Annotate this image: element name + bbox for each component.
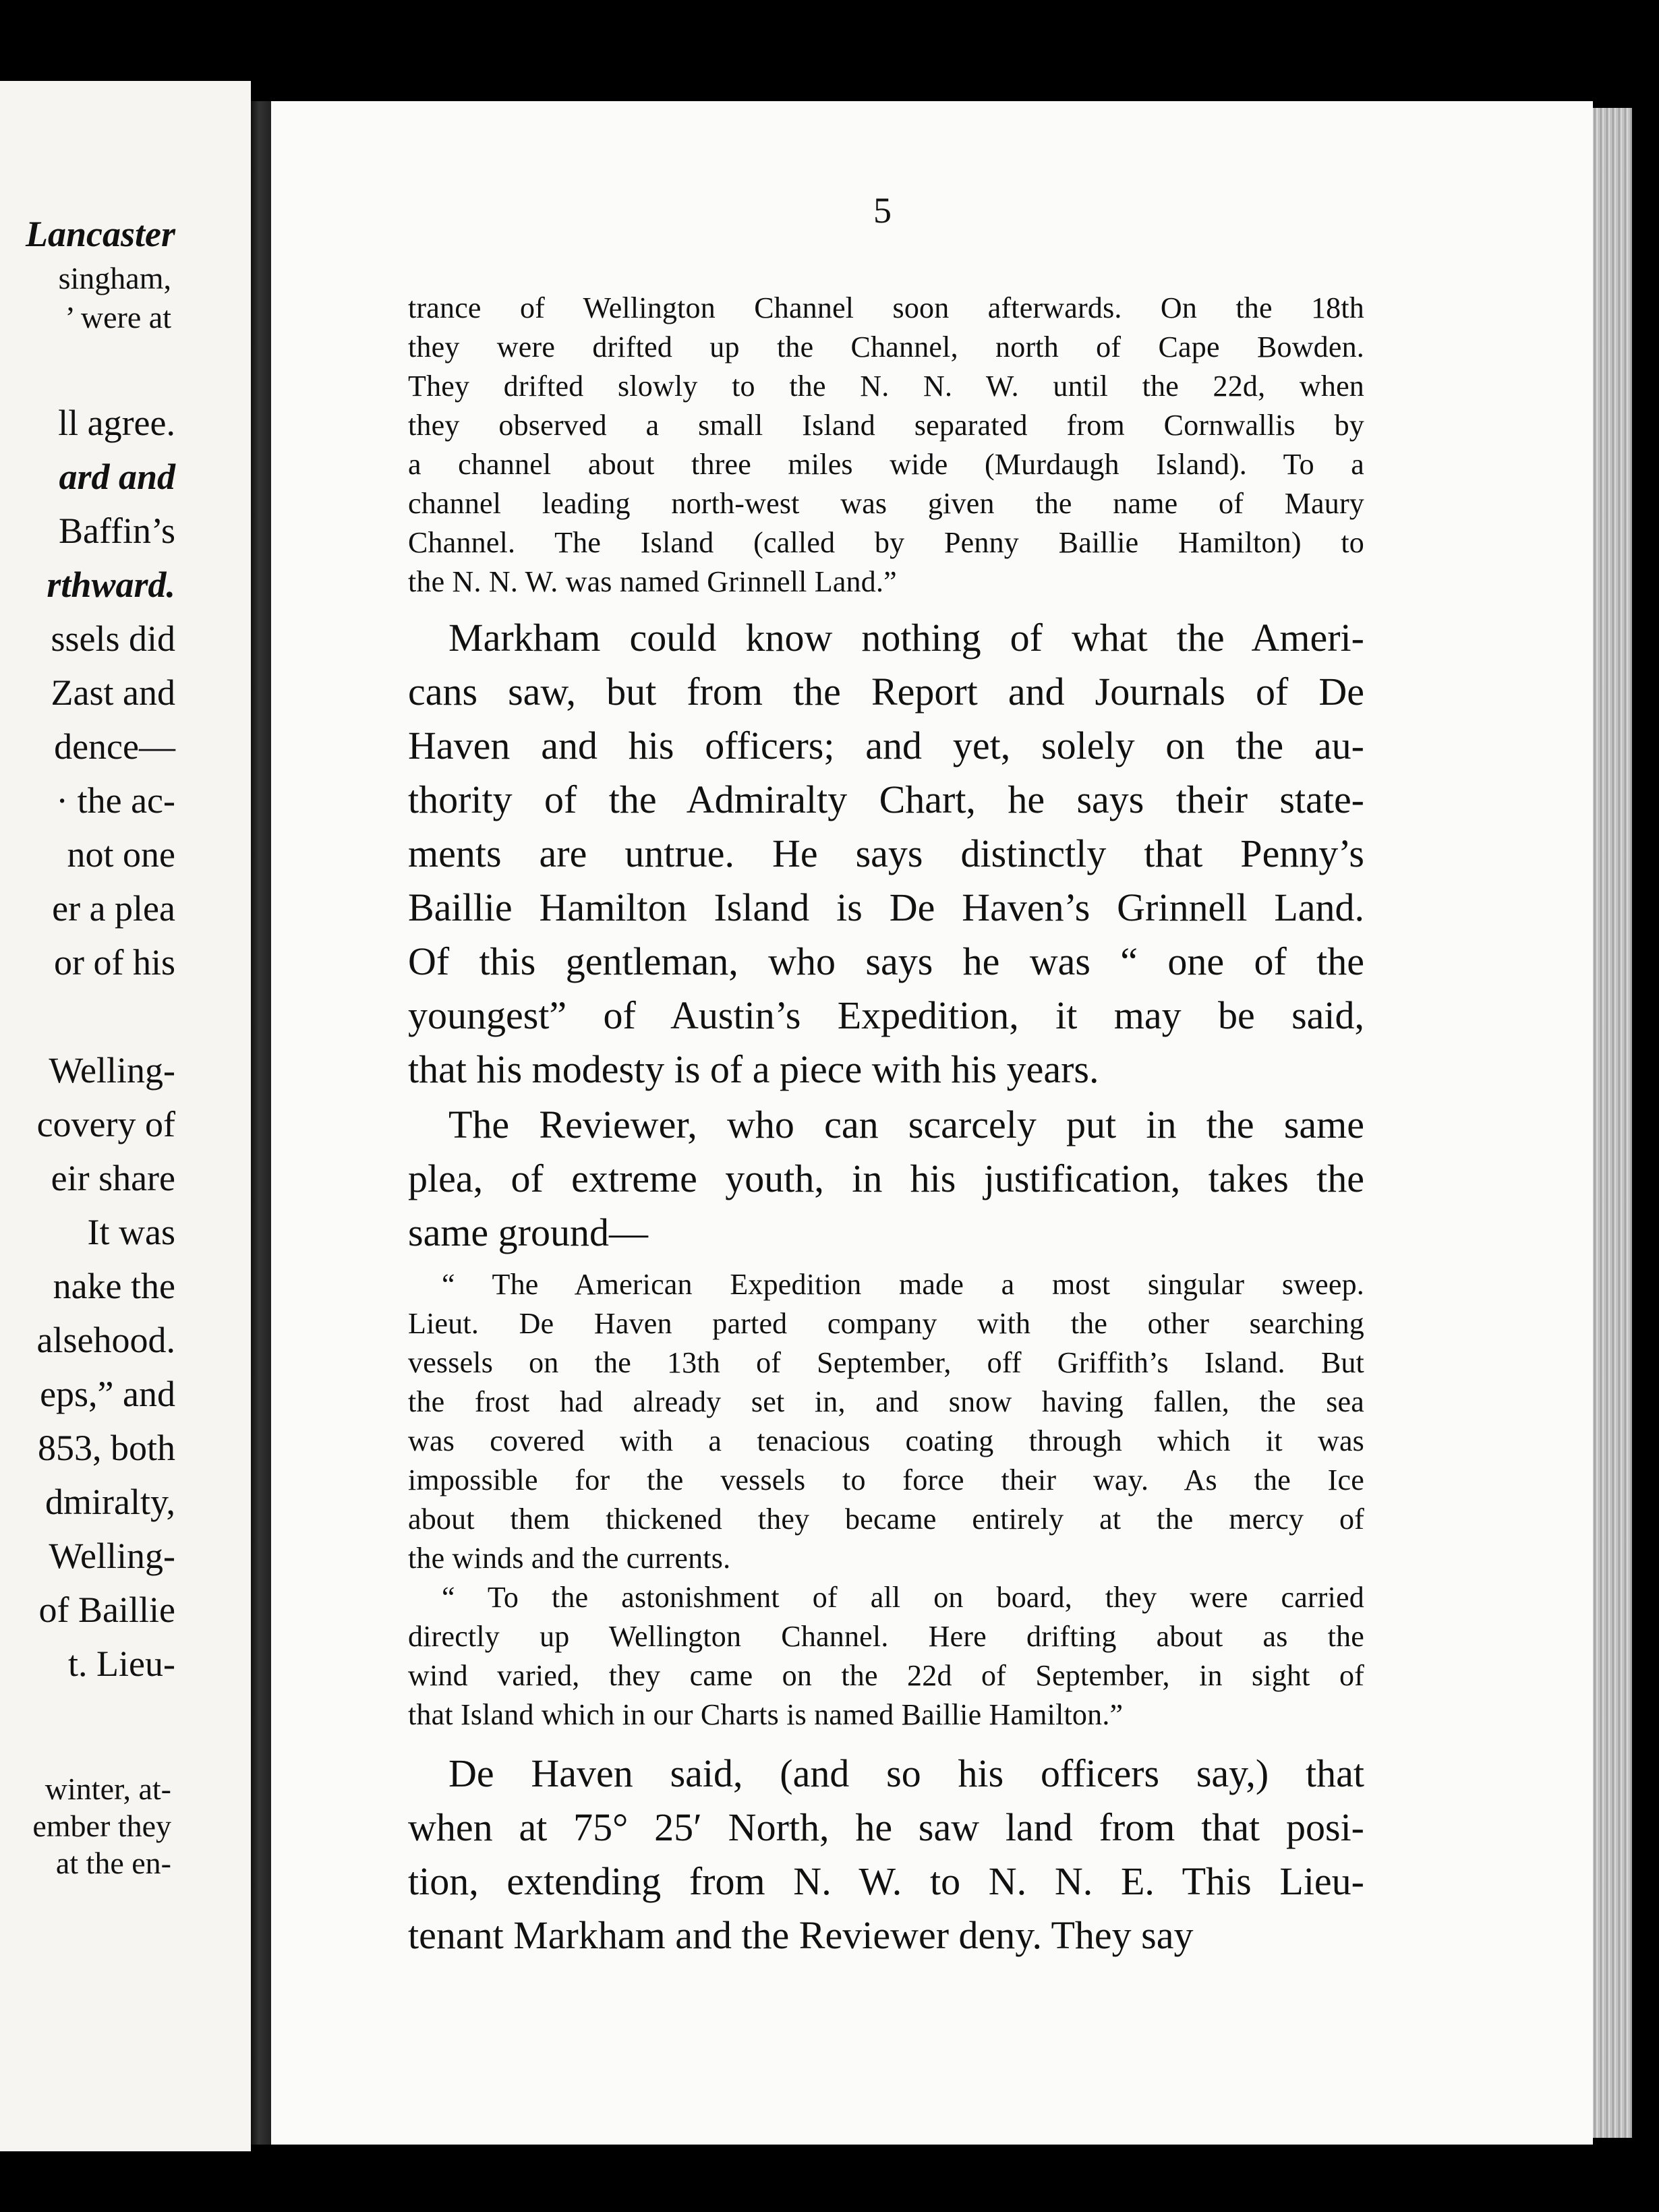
text-line: thority of the Admiralty Chart, he says their state- [408, 778, 1364, 821]
book-gutter [251, 101, 271, 2145]
left-page-fragment: er a plea [52, 888, 175, 929]
left-page-fragment: Welling- [49, 1536, 175, 1576]
text-line: The Reviewer, who can scarcely put in the same [448, 1103, 1364, 1146]
left-page-fragment: nake the [53, 1266, 175, 1306]
text-line: they observed a small Island separated from Cornwallis by [408, 409, 1364, 442]
text-line: Baillie Hamilton Island is De Haven’s Grinnell Land. [408, 885, 1364, 929]
left-page-fragment: not one [67, 834, 175, 875]
text-line: vessels on the 13th of September, off Griffith’s Island. But [408, 1346, 1364, 1379]
left-page-fragment: ll agree. [58, 403, 175, 443]
text-line: tion, extending from N. W. to N. N. E. This Lieu- [408, 1859, 1364, 1903]
left-page-fragment: · the ac- [56, 780, 175, 821]
left-page-fragment: ’ were at [65, 300, 171, 334]
left-page-fragment: or of his [54, 942, 175, 983]
left-page-fragment: t. Lieu- [68, 1643, 175, 1684]
text-line: that his modesty is of a piece with his years. [408, 1047, 1099, 1091]
text-line: Markham could know nothing of what the Ameri- [448, 616, 1364, 660]
left-page-fragment: of Baillie [38, 1590, 175, 1630]
paragraph-3 [408, 1747, 1364, 1962]
left-page-fragment: eps,” and [40, 1374, 175, 1414]
left-page-fragment: Baffin’s [59, 511, 175, 551]
text-line: the frost had already set in, and snow having fallen, the sea [408, 1385, 1364, 1418]
text-line: Haven and his officers; and yet, solely on the au- [408, 724, 1364, 767]
left-page-fragment: ard and [59, 457, 175, 497]
left-page-fragment: Lancaster [26, 214, 175, 254]
text-line: plea, of extreme youth, in his justification, takes the [408, 1157, 1364, 1200]
text-line: they were drifted up the Channel, north of Cape Bowden. [408, 330, 1364, 363]
text-line: when at 75° 25′ North, he saw land from that posi- [408, 1805, 1364, 1849]
quote-block-1 [408, 289, 1364, 602]
left-page-fragment: 853, both [37, 1428, 175, 1468]
left-page-fragment: It was [87, 1212, 175, 1252]
left-page-fragment: rthward. [47, 564, 175, 605]
page-number: 5 [873, 190, 892, 231]
left-page-fragment: dence— [54, 726, 175, 767]
text-line: the winds and the currents. [408, 1542, 731, 1575]
paragraph-1 [408, 611, 1364, 1097]
left-page-fragment: Zast and [51, 672, 175, 713]
text-line: tenant Markham and the Reviewer deny. They say [408, 1913, 1194, 1957]
text-line: that Island which in our Charts is named Baillie Hamilton.” [408, 1698, 1124, 1731]
text-line: “ To the astonishment of all on board, they were carried [442, 1581, 1364, 1614]
left-page-fragment: dmiralty, [45, 1482, 175, 1522]
quote-block-2 [408, 1265, 1364, 1578]
text-line: ments are untrue. He says distinctly that Penny’s [408, 832, 1364, 875]
text-line: Of this gentleman, who says he was “ one of the [408, 939, 1364, 983]
paragraph-2 [408, 1098, 1364, 1260]
text-line: “ The American Expedition made a most singular sweep. [442, 1268, 1364, 1301]
text-line: youngest” of Austin’s Expedition, it may be said, [408, 993, 1364, 1037]
quote-block-3 [408, 1578, 1364, 1735]
text-line: cans saw, but from the Report and Journals of De [408, 670, 1364, 714]
left-page-fragment: Welling- [49, 1050, 175, 1090]
text-line: trance of Wellington Channel soon afterwards. On the 18th [408, 291, 1364, 324]
text-line: same ground— [408, 1211, 648, 1254]
text-line: They drifted slowly to the N. N. W. until the 22d, when [408, 370, 1364, 403]
page-edges [1593, 108, 1632, 2138]
text-line: a channel about three miles wide (Murdaugh Island). To a [408, 448, 1364, 481]
left-page-fragment: alsehood. [36, 1320, 175, 1360]
text-line: wind varied, they came on the 22d of September, in sight of [408, 1659, 1364, 1692]
text-line: the N. N. W. was named Grinnell Land.” [408, 565, 897, 598]
left-page-fragment: ember they [32, 1809, 171, 1843]
left-page-fragment: singham, [58, 261, 171, 295]
left-page-fragment: covery of [36, 1104, 175, 1144]
text-line: De Haven said, (and so his officers say,) that [448, 1751, 1364, 1795]
left-page-fragment: winter, at- [45, 1772, 171, 1806]
text-line: was covered with a tenacious coating through which it was [408, 1424, 1364, 1457]
text-line: Lieut. De Haven parted company with the other searching [408, 1307, 1364, 1340]
text-line: Channel. The Island (called by Penny Baillie Hamilton) to [408, 526, 1364, 559]
text-line: impossible for the vessels to force their way. As the Ice [408, 1463, 1364, 1496]
left-page [0, 81, 251, 2151]
text-line: directly up Wellington Channel. Here drifting about as the [408, 1620, 1364, 1653]
left-page-fragment: at the en- [55, 1846, 171, 1880]
text-line: about them thickened they became entirely at the mercy of [408, 1503, 1364, 1536]
left-page-fragment: eir share [51, 1158, 175, 1198]
text-line: channel leading north-west was given the name of Maury [408, 487, 1364, 520]
left-page-fragment: ssels did [51, 618, 175, 659]
